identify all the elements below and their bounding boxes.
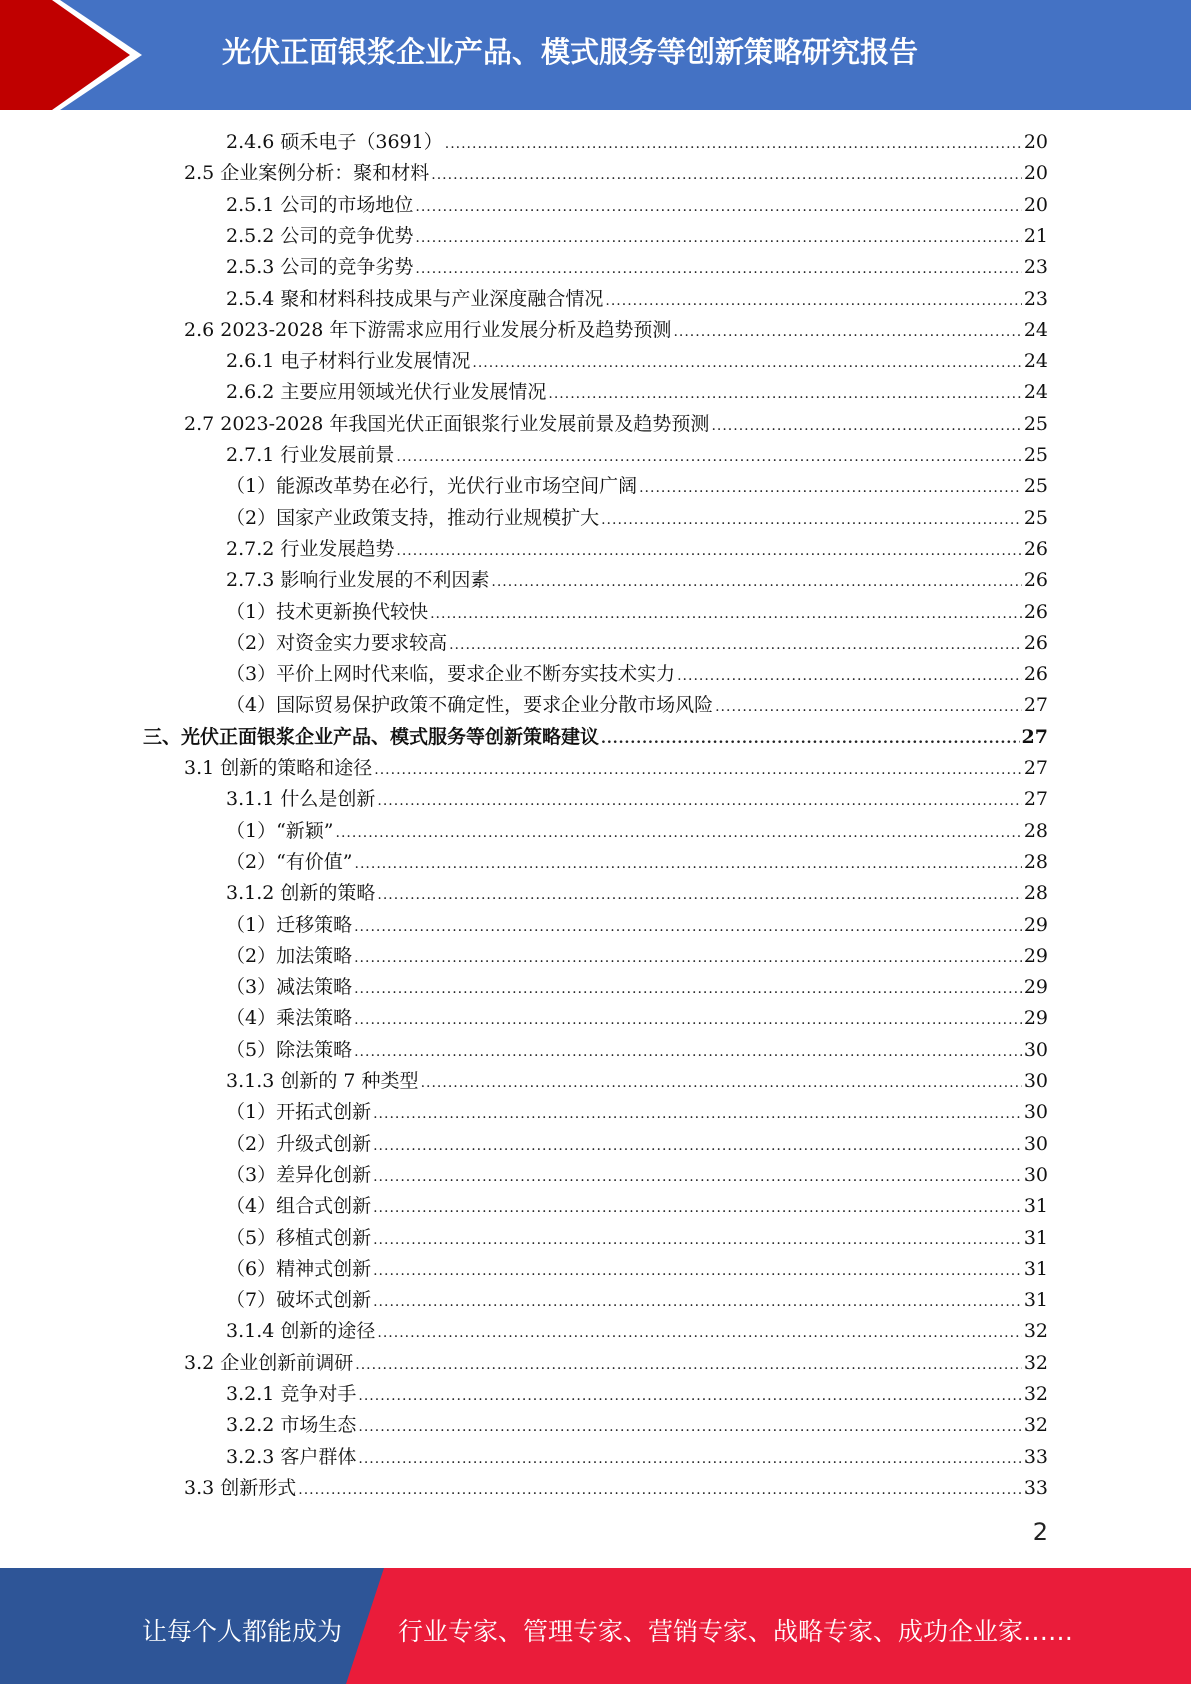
toc-dot-leader [354,912,1022,943]
toc-dot-leader [373,1193,1022,1224]
toc-dot-leader [472,348,1021,379]
toc-dot-leader [605,286,1021,317]
toc-entry-page: 27 [1021,725,1048,748]
toc-entry-page: 26 [1023,569,1048,592]
toc-dot-leader [715,692,1022,723]
toc-entry[interactable] [226,878,1048,909]
toc-entry-page: 31 [1023,1257,1048,1280]
toc-entry-page: 28 [1023,882,1048,905]
toc-dot-leader [601,505,1022,536]
toc-entry[interactable] [226,565,1048,596]
toc-entry-page: 32 [1023,1351,1048,1374]
toc-entry[interactable] [226,1223,1048,1254]
toc-entry[interactable] [226,284,1048,315]
toc-entry-title: 2.7.2 行业发展趋势 [226,537,395,560]
toc-entry[interactable] [184,1473,1048,1504]
toc-entry[interactable] [226,1379,1048,1410]
toc-entry[interactable] [226,784,1048,815]
toc-entry[interactable] [226,534,1048,565]
toc-dot-leader [354,1005,1022,1036]
toc-entry-title: 2.6.1 电子材料行业发展情况 [226,350,471,373]
toc-entry[interactable] [226,659,1048,690]
toc-entry[interactable] [184,753,1048,784]
toc-entry-title: 3.1 创新的策略和途径 [184,757,373,779]
toc-entry-page: 20 [1023,193,1048,216]
toc-entry-title: （2）升级式创新 [226,1132,372,1155]
toc-dot-leader [548,379,1021,410]
toc-entry-title: （3）平价上网时代来临，要求企业不断夯实技术实力 [226,663,676,686]
toc-dot-leader [377,1318,1021,1349]
toc-entry-title: 三、光伏正面银浆企业产品、模式服务等创新策略建议 [143,725,600,748]
toc-dot-leader [373,1225,1022,1256]
toc-entry-title: 2.5 企业案例分析：聚和材料 [184,162,430,185]
toc-entry-page: 25 [1023,506,1048,529]
toc-entry[interactable] [226,1160,1048,1191]
toc-dot-leader [354,943,1022,974]
toc-entry-title: （5）除法策略 [226,1038,353,1061]
toc-dot-leader [354,1037,1022,1068]
toc-dot-leader [377,786,1021,817]
toc-entry-title: 2.7.3 影响行业发展的不利因素 [226,569,490,592]
toc-entry-page: 26 [1023,537,1048,560]
toc-dot-leader [431,160,1022,191]
toc-entry[interactable] [226,972,1048,1003]
toc-entry[interactable] [226,1410,1048,1441]
toc-entry-title: 3.2 企业创新前调研 [184,1351,354,1374]
toc-dot-leader [298,1475,1022,1506]
toc-entry-page: 25 [1023,444,1048,466]
toc-entry-page: 20 [1023,162,1048,185]
toc-entry-page: 28 [1023,850,1048,873]
footer-slogan-right: 行业专家、管理专家、营销专家、战略专家、成功企业家…… [398,1617,1074,1646]
toc-entry-title: 2.5.2 公司的竞争优势 [226,224,414,247]
toc-entry-title: （2）对资金实力要求较高 [226,631,448,654]
toc-entry[interactable] [226,440,1048,471]
toc-entry-title: 2.5.1 公司的市场地位 [226,193,414,216]
toc-entry-page: 25 [1023,412,1048,435]
toc-entry-page: 30 [1023,1101,1048,1124]
toc-entry-page: 21 [1023,224,1048,247]
page-footer [0,1568,1191,1684]
toc-entry-page: 30 [1023,1070,1048,1092]
toc-dot-leader [358,1444,1021,1475]
toc-dot-leader [355,1350,1022,1381]
toc-entry[interactable] [226,471,1048,502]
toc-entry-title: （4）组合式创新 [226,1195,372,1218]
toc-dot-leader [673,317,1021,348]
toc-entry[interactable] [226,816,1048,847]
toc-entry-page: 31 [1023,1195,1048,1218]
toc-entry-page: 24 [1023,381,1048,404]
toc-entry-page: 29 [1023,913,1048,936]
page-number: 2 [1032,1518,1048,1546]
toc-entry-page: 23 [1023,287,1048,310]
toc-entry-title: 3.1.1 什么是创新 [226,788,376,811]
toc-entry-page: 26 [1023,663,1048,686]
toc-entry-page: 26 [1023,600,1048,623]
toc-dot-leader [639,473,1022,504]
toc-entry-page: 30 [1023,1038,1048,1061]
toc-dot-leader [358,1412,1021,1443]
toc-dot-leader [377,880,1021,911]
toc-entry[interactable] [226,690,1048,721]
toc-dot-leader [355,849,1022,880]
toc-entry-title: （1）迁移策略 [226,913,353,936]
toc-entry[interactable] [226,1442,1048,1473]
toc-entry-title: 3.2.1 竞争对手 [226,1383,357,1405]
toc-entry-title: （1）开拓式创新 [226,1101,372,1124]
toc-entry-page: 28 [1023,819,1048,842]
toc-entry-title: （3）减法策略 [226,976,353,999]
toc-entry-page: 26 [1023,631,1048,654]
toc-entry[interactable] [226,1066,1048,1097]
toc-entry-title: （1）“新颖” [226,819,334,842]
toc-dot-leader [601,724,1020,755]
toc-entry-page: 32 [1023,1414,1048,1437]
toc-dot-leader [336,818,1022,849]
toc-entry-page: 30 [1023,1163,1048,1186]
toc-entry[interactable] [226,1097,1048,1128]
toc-dot-leader [396,536,1021,567]
toc-dot-leader [491,567,1021,598]
toc-entry-page: 29 [1023,944,1048,967]
toc-dot-leader [449,630,1022,661]
toc-entry[interactable] [226,910,1048,941]
toc-dot-leader [415,254,1021,285]
toc-entry-title: 2.6 2023-2028 年下游需求应用行业发展分析及趋势预测 [184,318,672,341]
toc-entry-title: （1）能源改革势在必行，光伏行业市场空间广阔 [226,475,638,498]
toc-entry[interactable] [226,252,1048,283]
toc-dot-leader [373,1256,1022,1287]
toc-entry-title: 2.5.4 聚和材料科技成果与产业深度融合情况 [226,287,604,310]
toc-entry-page: 27 [1023,694,1048,717]
toc-dot-leader [677,661,1022,692]
toc-entry-page: 24 [1023,318,1048,341]
toc-entry-page: 29 [1023,1007,1048,1030]
toc-entry-title: 3.3 创新形式 [184,1476,297,1499]
toc-entry-title: （2）“有价值” [226,850,353,873]
toc-dot-leader [415,223,1021,254]
toc-entry-title: （2）加法策略 [226,944,353,967]
toc-dot-leader [430,599,1022,630]
toc-entry-title: 2.5.3 公司的竞争劣势 [226,256,414,279]
report-title: 光伏正面银浆企业产品、模式服务等创新策略研究报告 [222,35,919,69]
toc-entry-page: 31 [1023,1289,1048,1312]
toc-entry-title: （7）破坏式创新 [226,1289,372,1312]
toc-entry[interactable] [226,597,1048,628]
toc-entry-title: （6）精神式创新 [226,1257,372,1280]
toc-entry[interactable] [226,1003,1048,1034]
toc-entry-title: （4）乘法策略 [226,1007,353,1030]
toc-entry[interactable] [226,1316,1048,1347]
toc-entry[interactable] [226,628,1048,659]
page-header [0,0,1191,110]
toc-entry[interactable] [226,503,1048,534]
toc-entry-title: （5）移植式创新 [226,1226,372,1249]
toc-entry[interactable] [226,941,1048,972]
toc-dot-leader [374,755,1022,786]
toc-entry-page: 33 [1023,1445,1048,1468]
toc-entry-title: 2.7 2023-2028 年我国光伏正面银浆行业发展前景及趋势预测 [184,412,710,435]
toc-dot-leader [354,974,1022,1005]
toc-entry-title: 2.6.2 主要应用领域光伏行业发展情况 [226,381,547,404]
toc-entry[interactable] [226,1254,1048,1285]
toc-entry-page: 33 [1023,1476,1048,1499]
toc-entry[interactable] [184,158,1048,189]
toc-dot-leader [373,1162,1022,1193]
toc-entry-title: 3.1.2 创新的策略 [226,882,376,905]
toc-entry-page: 29 [1023,976,1048,999]
toc-dot-leader [711,411,1021,442]
toc-dot-leader [373,1287,1022,1318]
toc-entry[interactable] [184,315,1048,346]
toc-entry-title: 2.4.6 硕禾电子（3691） [226,131,443,153]
toc-dot-leader [421,1068,1022,1099]
toc-entry-title: 3.1.3 创新的 7 种类型 [226,1070,419,1092]
toc-entry-page: 31 [1023,1226,1048,1249]
toc-entry-title: （2）国家产业政策支持，推动行业规模扩大 [226,506,600,529]
toc-entry-page: 23 [1023,256,1048,279]
toc-entry[interactable] [226,1129,1048,1160]
toc-entry-page: 30 [1023,1132,1048,1155]
toc-entry-title: （3）差异化创新 [226,1163,372,1186]
toc-dot-leader [445,129,1022,160]
toc-entry[interactable] [226,221,1048,252]
toc-entry-page: 27 [1023,757,1048,779]
toc-dot-leader [358,1381,1021,1412]
toc-entry-title: 3.2.2 市场生态 [226,1414,357,1437]
toc-dot-leader [396,442,1021,473]
toc-entry-page: 25 [1023,475,1048,498]
toc-entry[interactable] [226,1285,1048,1316]
toc-entry[interactable] [184,1348,1048,1379]
toc-entry[interactable] [143,722,1048,753]
toc-entry-page: 27 [1023,788,1048,811]
toc-entry[interactable] [226,190,1048,221]
header-arrow-decoration [0,0,150,110]
toc-entry-title: 3.1.4 创新的途径 [226,1320,376,1343]
toc-entry[interactable] [226,1191,1048,1222]
toc-dot-leader [373,1131,1022,1162]
toc-entry-page: 32 [1023,1383,1048,1405]
toc-entry[interactable] [226,847,1048,878]
toc-entry[interactable] [226,1035,1048,1066]
toc-entry-page: 32 [1023,1320,1048,1343]
toc-entry[interactable] [184,409,1048,440]
toc-entry-title: 2.7.1 行业发展前景 [226,444,395,466]
toc-entry-title: 3.2.3 客户群体 [226,1445,357,1468]
toc-entry[interactable] [226,127,1048,158]
toc-entry-page: 24 [1023,350,1048,373]
toc-dot-leader [415,192,1021,223]
toc-dot-leader [373,1099,1022,1130]
toc-entry-page: 20 [1023,131,1048,153]
footer-slogan-left: 让每个人都能成为 [142,1617,343,1646]
toc-entry[interactable] [226,346,1048,377]
toc-entry[interactable] [226,377,1048,408]
toc-entry-title: （1）技术更新换代较快 [226,600,429,623]
toc-entry-title: （4）国际贸易保护政策不确定性，要求企业分散市场风险 [226,694,714,717]
